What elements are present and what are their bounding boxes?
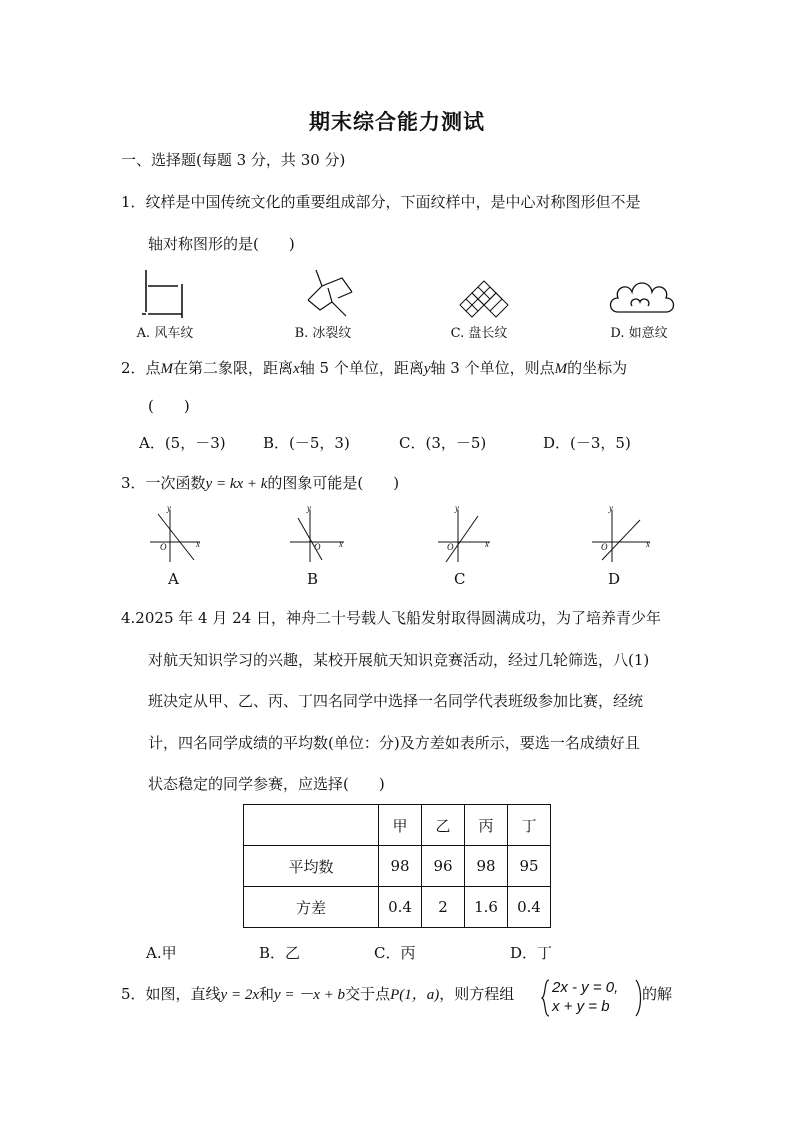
table-cell: 0.4 (379, 887, 422, 928)
graph-c (438, 510, 490, 562)
q2-text-mid2: 轴 5 个单位，距离 (299, 359, 424, 377)
q5-line1 (121, 984, 514, 1005)
q3-line1 (121, 473, 399, 494)
q3-graphs (140, 504, 680, 564)
table-cell: 95 (508, 846, 551, 887)
graph-d (592, 510, 650, 562)
q5-eq1: y = 2x (220, 987, 259, 1003)
q4-option-c[interactable]: C．丙 (374, 944, 416, 962)
q2-text-end: 的坐标为 (567, 359, 628, 377)
graph-b-x-label: x (339, 539, 343, 549)
q2-line2: ( ) (148, 397, 190, 415)
table-header-cell: 甲 (379, 805, 422, 846)
q2-var-m: M (160, 361, 174, 377)
q2-option-a[interactable]: A．(5，－3) (139, 434, 226, 452)
q2-option-c[interactable]: C．(3，－5) (399, 434, 487, 452)
q3-text-pre: 3．一次函数 (121, 474, 206, 492)
q5-text-end: 的解 (642, 985, 673, 1003)
q2-text-mid1: 在第二象限，距离 (173, 359, 294, 377)
endless-knot-pattern-icon (460, 281, 508, 317)
score-table (243, 804, 551, 928)
q5-text-and: 和 (258, 985, 274, 1003)
ice-crack-pattern-icon (308, 270, 352, 316)
graph-b (290, 510, 344, 562)
table-header-cell: 丙 (465, 805, 508, 846)
q3-formula: y = kx + k (205, 476, 268, 492)
table-row (244, 846, 551, 887)
graph-a-origin: O (160, 542, 167, 552)
q1-option-d[interactable]: D. 如意纹 (610, 326, 668, 341)
windmill-pattern-icon (142, 270, 182, 318)
equation-line-1: 2x - y = 0, (552, 979, 619, 996)
q5-point: P(1，a) (390, 987, 440, 1003)
q5-text-mid: 交于点 (345, 985, 391, 1003)
q4-option-a[interactable]: A.甲 (146, 944, 177, 962)
table-header-cell: 乙 (422, 805, 465, 846)
graph-c-y-label: y (455, 504, 459, 513)
table-cell: 1.6 (465, 887, 508, 928)
q4-line4: 计，四名同学成绩的平均数(单位：分)及方差如表所示，要选一名成绩好且 (148, 734, 640, 752)
section-heading: 一、选择题(每题 3 分，共 30 分) (121, 151, 346, 169)
left-brace-icon (541, 978, 551, 1018)
q1-option-b[interactable]: B. 冰裂纹 (294, 326, 352, 341)
q5-text-mid2: ，则方程组 (439, 985, 515, 1003)
page-title: 期末综合能力测试 (309, 109, 485, 134)
equation-line-2: x + y = b (552, 998, 610, 1015)
q1-option-a[interactable]: A. 风车纹 (136, 326, 194, 341)
q4-line1: 4.2025 年 4 月 24 日，神舟二十号载人飞船发射取得圆满成功，为了培养青少年 (121, 609, 661, 627)
table-cell: 方差 (244, 887, 379, 928)
q3-option-a[interactable]: A (168, 570, 179, 588)
table-cell: 0.4 (508, 887, 551, 928)
ruyi-cloud-pattern-icon (611, 283, 674, 312)
pattern-figures (120, 266, 680, 324)
table-cell: 2 (422, 887, 465, 928)
q4-line3: 班决定从甲、乙、丙、丁四名同学中选择一名同学代表班级参加比赛，经统 (148, 692, 644, 710)
table-cell: 96 (422, 846, 465, 887)
q2-var-x: x (293, 361, 300, 377)
table-header-cell: 丁 (508, 805, 551, 846)
graph-a (150, 510, 200, 562)
graph-b-y-label: y (307, 504, 311, 513)
q2-text-pre: 2．点 (121, 359, 161, 377)
q5-eq2: y = －x + b (274, 987, 346, 1003)
q3-option-c[interactable]: C (454, 570, 466, 588)
q4-line2: 对航天知识学习的兴趣，某校开展航天知识竞赛活动，经过几轮筛选，八(1) (148, 651, 650, 669)
table-header-cell (244, 805, 379, 846)
q3-text-end: 的图象可能是( ) (267, 474, 400, 492)
q4-option-b[interactable]: B．乙 (259, 944, 301, 962)
q2-text-mid3: 轴 3 个单位，则点 (430, 359, 555, 377)
q1-option-c[interactable]: C. 盘长纹 (450, 326, 508, 341)
graph-d-origin: O (601, 542, 608, 552)
q1-line1: 1．纹样是中国传统文化的重要组成部分，下面纹样中，是中心对称图形但不是 (121, 193, 641, 211)
q4-option-d[interactable]: D．丁 (510, 944, 553, 962)
q2-var-y: y (423, 361, 431, 377)
table-cell: 98 (465, 846, 508, 887)
graph-d-y-label: y (609, 504, 613, 513)
table-row (244, 887, 551, 928)
graph-a-x-label: x (196, 539, 200, 549)
q2-option-d[interactable]: D．(－3，5) (543, 434, 631, 452)
graph-b-origin: O (314, 542, 321, 552)
graph-c-x-label: x (485, 539, 489, 549)
graph-d-x-label: x (646, 539, 650, 549)
q2-option-b[interactable]: B．(－5，3) (263, 434, 350, 452)
q2-line1 (121, 358, 627, 379)
q5-text-pre: 5．如图，直线 (121, 985, 221, 1003)
graph-c-origin: O (447, 542, 454, 552)
table-header-row (244, 805, 551, 846)
q3-option-b[interactable]: B (307, 570, 319, 588)
graph-a-y-label: y (167, 504, 171, 513)
q3-option-d[interactable]: D (608, 570, 621, 588)
table-cell: 98 (379, 846, 422, 887)
table-cell: 平均数 (244, 846, 379, 887)
q1-line2: 轴对称图形的是( ) (148, 235, 295, 253)
q2-var-m2: M (554, 361, 568, 377)
q4-line5: 状态稳定的同学参赛，应选择( ) (148, 775, 385, 793)
